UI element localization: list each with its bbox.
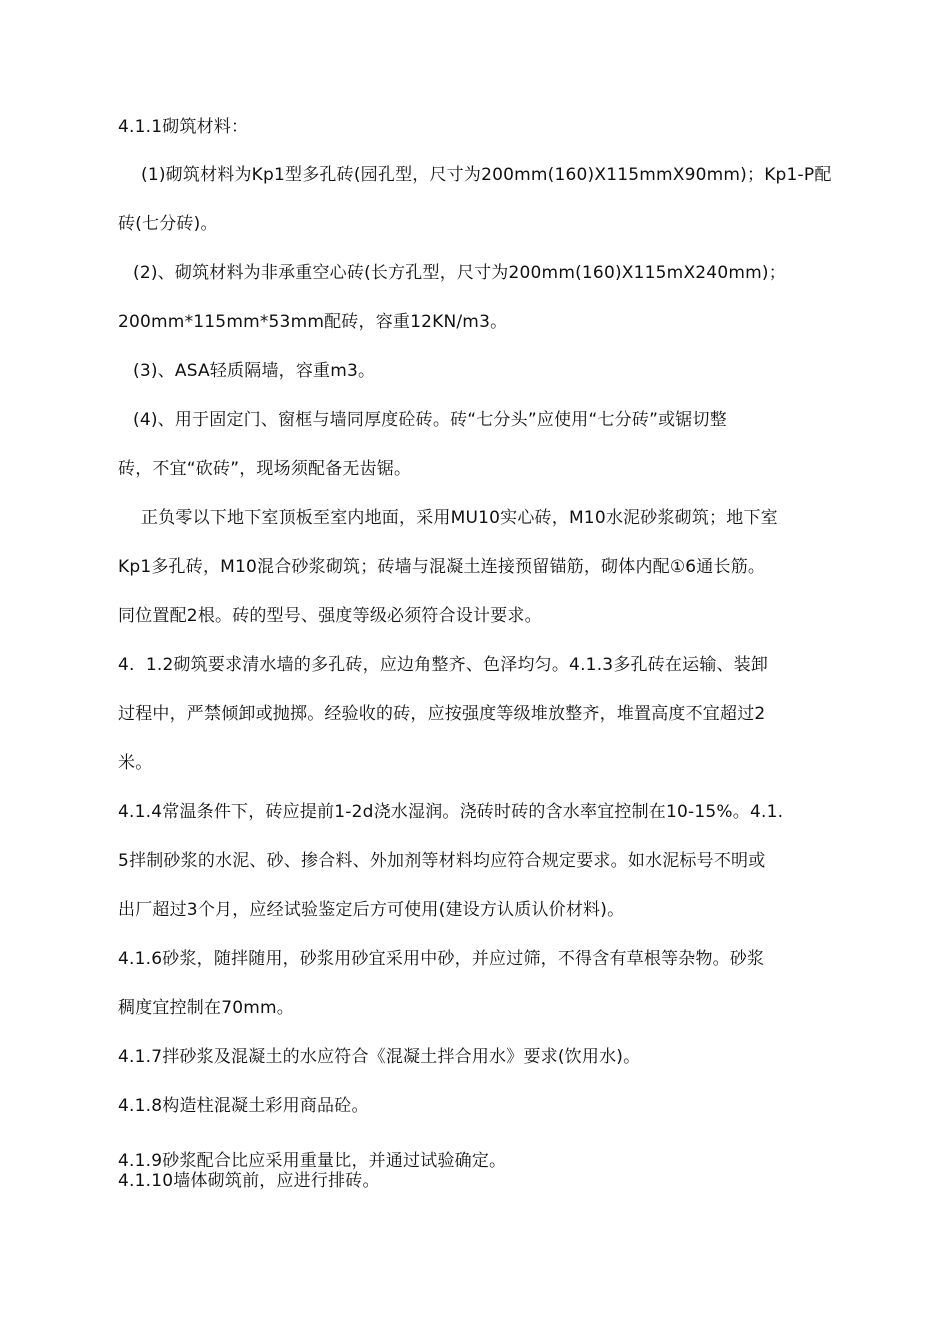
text-line: 4.1.8构造柱混凝土彩用商品砼。 [118,1096,369,1116]
text-line: 4.1.1砌筑材料： [118,117,249,137]
text-line: 4.1.10墙体砌筑前，应进行排砖。 [118,1171,380,1191]
text-line: 稠度宜控制在70mm。 [118,998,294,1018]
text-line: (2)、砌筑材料为非承重空心砖(长方孔型，尺寸为200mm(160)X115mX240mm)； [133,263,786,283]
text-line: (4)、用于固定门、窗框与墙同厚度砼砖。砖“七分头”应使用“七分砖”或锯切整 [133,410,727,430]
text-line: 同位置配2根。砖的型号、强度等级必须符合设计要求。 [118,606,542,626]
text-line: 4.1.9砂浆配合比应采用重量比，并通过试验确定。 [118,1151,507,1171]
text-line: 米。 [118,753,153,773]
text-line: 出厂超过3个月，应经试验鉴定后方可使用(建设方认质认价材料)。 [118,900,625,920]
text-line: 4.1.7拌砂浆及混凝土的水应符合《混凝土拌合用水》要求(饮用水)。 [118,1047,641,1067]
text-line: 砖(七分砖)。 [118,214,218,234]
text-line: 4. 1.2砌筑要求清水墙的多孔砖，应边角整齐、色泽均匀。4.1.3多孔砖在运输、装卸 [118,655,769,675]
text-line: 4.1.6砂浆，随拌随用，砂浆用砂宜采用中砂，并应过筛，不得含有草根等杂物。砂浆 [118,949,765,969]
text-line: (3)、ASA轻质隔墙，容重m3。 [133,361,376,381]
text-line: 5拌制砂浆的水泥、砂、掺合料、外加剂等材料均应符合规定要求。如水泥标号不明或 [118,851,766,871]
text-line: 砖，不宜“砍砖”，现场须配备无齿锯。 [118,459,412,479]
text-line: (1)砌筑材料为Kp1型多孔砖(园孔型，尺寸为200mm(160)X115mmX90mm)；Kp1-P配 [141,165,832,185]
text-line: 200mm*115mm*53mm配砖，容重12KN/m3。 [118,312,508,332]
text-line: Kp1多孔砖，M10混合砂浆砌筑；砖墙与混凝土连接预留锚筋，砌体内配①6通长筋。 [118,557,766,577]
text-line: 过程中，严禁倾卸或抛掷。经验收的砖，应按强度等级堆放整齐，堆置高度不宜超过2 [118,704,766,724]
text-line: 4.1.4常温条件下，砖应提前1-2d浇水湿润。浇砖时砖的含水率宜控制在10-15%。4.1. [118,802,784,822]
text-line: 正负零以下地下室顶板至室内地面，采用MU10实心砖，M10水泥砂浆砌筑；地下室 [141,508,778,528]
